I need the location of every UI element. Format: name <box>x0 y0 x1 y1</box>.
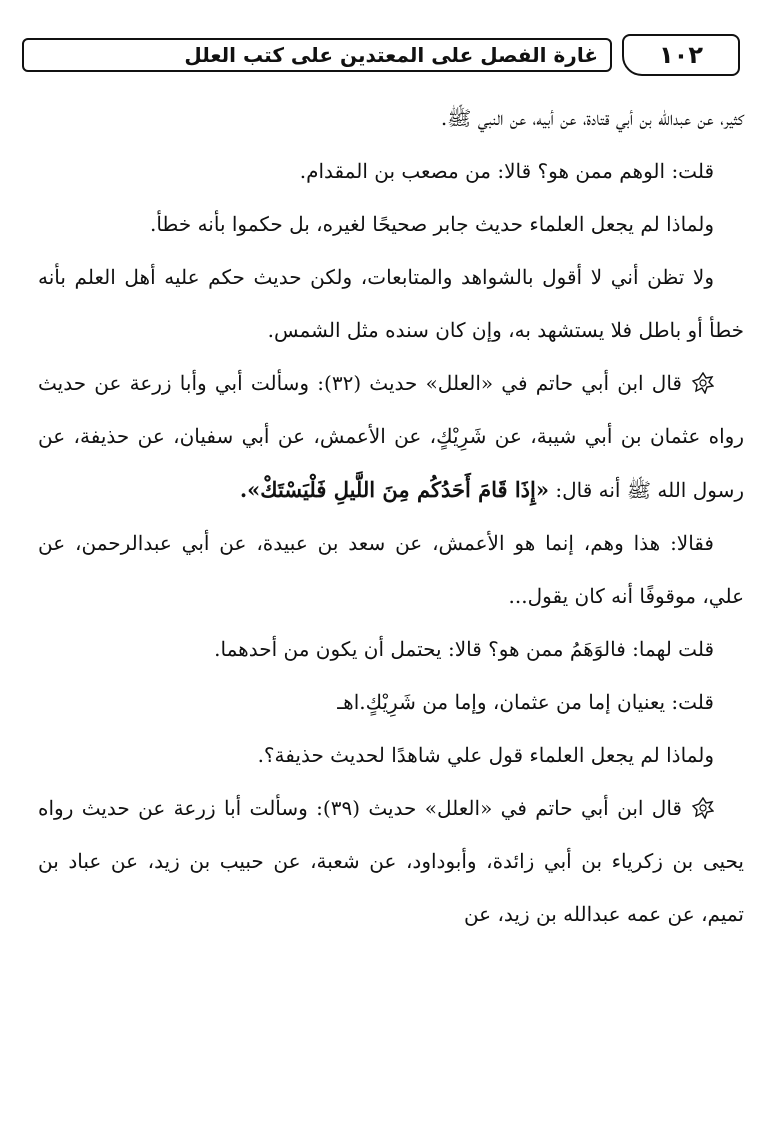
paragraph: قلت: الوهم ممن هو؟ قالا: من مصعب بن المقدام. <box>299 159 714 183</box>
running-title-box <box>22 38 612 72</box>
page-number-box <box>622 34 740 76</box>
paragraph-continuation: كثير، عن عبدالله بن أبي قتادة، عن أبيه، عن النبي ﷺ. <box>440 106 744 130</box>
paragraph: قلت: يعنيان إما من عثمان، وإما من شَرِيْكٍ.اهـ <box>337 690 714 714</box>
paragraph: ولماذا لم يجعل العلماء حديث جابر صحيحًا لغيره، بل حكموا بأنه خطأ. <box>149 212 714 236</box>
running-title: غارة الفصل على المعتدين على كتب العلل <box>184 43 598 67</box>
paragraph: ولا تظن أني لا أقول بالشواهد والمتابعات، ولكن حديث حكم عليه أهل العلم بأنه خطأ أو باطل فلا يستشهد به، وإن كان سنده مثل الشمس. <box>38 265 744 342</box>
paragraph-citation <box>38 782 744 941</box>
hadith-quote: «إِذَا قَامَ أَحَدُكُم مِنَ اللَّيلِ فَلْيَسْتَكْ». <box>239 477 549 502</box>
citation-text: قال ابن أبي حاتم في «العلل» حديث (٣٩): وسألت أبا زرعة عن حديث رواه يحيى بن زكرياء بن أبي زائدة، وأبوداود، عن شعبة، عن حبيب بن زيد، عن عباد بن تميم، عن عمه عبدالله بن زيد، عن <box>38 796 744 926</box>
paragraph: قلت لهما: فالوَهَمُ ممن هو؟ قالا: يحتمل أن يكون من أحدهما. <box>214 637 714 661</box>
page-number: ١٠٢ <box>659 41 703 69</box>
ornament-icon <box>692 372 714 394</box>
page-header <box>22 38 742 76</box>
ornament-icon <box>692 797 714 819</box>
paragraph-citation <box>38 357 744 517</box>
page-body <box>38 92 744 941</box>
citation-text: قال ابن أبي حاتم في «العلل» حديث (٣٢): وسألت أبي وأبا زرعة عن حديث رواه عثمان بن أبي شيبة، عن شَرِيْكٍ، عن الأعمش، عن أبي سفيان، عن حذيفة، عن رسول الله ﷺ أنه قال: <box>38 371 744 502</box>
paragraph: فقالا: هذا وهم، إنما هو الأعمش، عن سعد بن عبيدة، عن أبي عبدالرحمن، عن علي، موقوفًا أنه كان يقول... <box>38 531 744 608</box>
paragraph: ولماذا لم يجعل العلماء قول علي شاهدًا لحديث حذيفة؟. <box>257 743 714 767</box>
